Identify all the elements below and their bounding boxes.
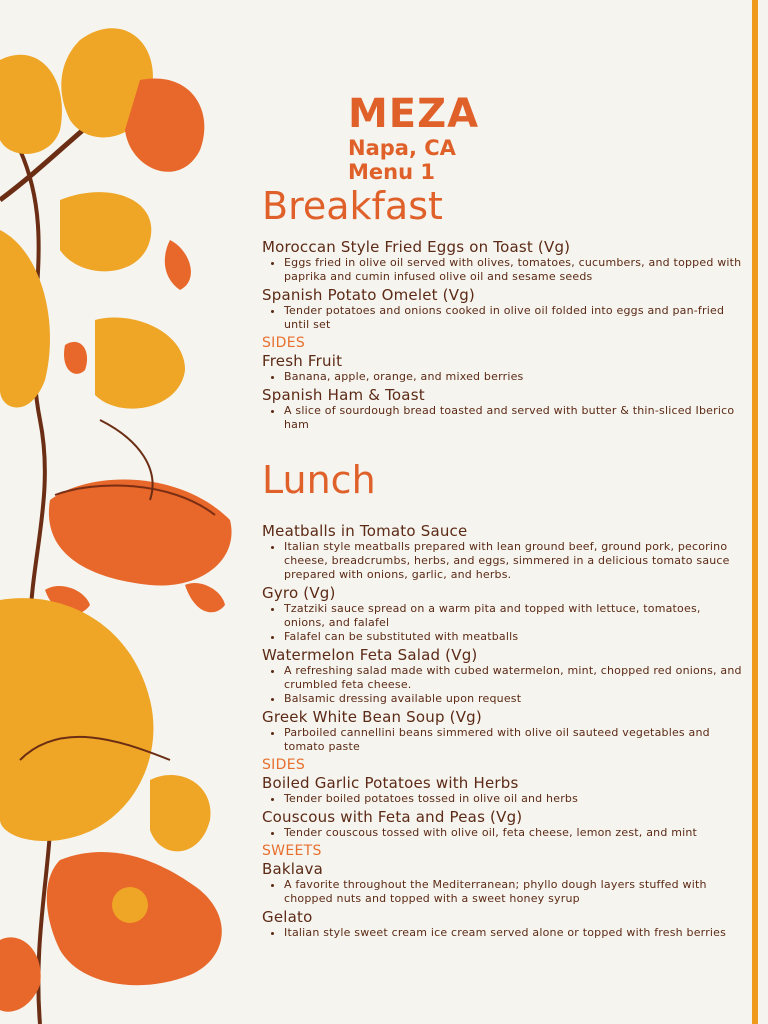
flower-petal [60, 192, 151, 271]
brand-name: MEZA [348, 91, 480, 137]
menu-number: Menu 1 [348, 160, 435, 184]
breakfast-section [262, 186, 742, 434]
item-detail: • A refreshing salad made with cubed watermelon, mint, chopped red onions, and crumbled feta cheese. [284, 664, 742, 692]
category-label-sweets: SWEETS [262, 843, 322, 859]
item-details [262, 256, 742, 284]
item-details [262, 602, 742, 644]
item-details [262, 826, 742, 840]
leaf [0, 598, 153, 841]
item-detail: • Eggs fried in olive oil served with olives, tomatoes, cucumbers, and topped with paprika and cumin infused olive oil and sesame seeds [284, 256, 742, 284]
item-detail: • Italian style sweet cream ice cream served alone or topped with fresh berries [284, 926, 742, 940]
item-details [262, 878, 742, 906]
flower-petal [185, 583, 225, 612]
item-detail: • A favorite throughout the Mediterranean; phyllo dough layers stuffed with chopped nuts and topped with a sweet honey syrup [284, 878, 742, 906]
item-details [262, 404, 742, 432]
item-details [262, 792, 742, 806]
floral-illustration [0, 0, 250, 1024]
section-title-breakfast: Breakfast [262, 184, 443, 228]
menu-item-name: Spanish Ham & Toast [262, 386, 425, 404]
menu-item-name: Spanish Potato Omelet (Vg) [262, 286, 475, 304]
item-details [262, 304, 742, 332]
item-detail: • A slice of sourdough bread toasted and served with butter & thin-sliced Iberico ham [284, 404, 742, 432]
item-detail: • Balsamic dressing available upon request [284, 692, 742, 706]
item-details [262, 540, 742, 582]
item-detail: • Banana, apple, orange, and mixed berries [284, 370, 742, 384]
item-detail: • Parboiled cannellini beans simmered with olive oil sauteed vegetables and tomato paste [284, 726, 742, 754]
menu-item-name: Gelato [262, 908, 313, 926]
leaf [165, 240, 191, 290]
item-detail: • Italian style meatballs prepared with lean ground beef, ground pork, pecorino cheese, breadcrumbs, herbs, and eggs, simmered in a delicious tomato sauce prepared with onions, garlic, and herbs. [284, 540, 742, 582]
flower-petal [49, 480, 232, 586]
menu-item-name: Meatballs in Tomato Sauce [262, 522, 468, 540]
flower-petal [125, 78, 204, 171]
menu-item-name: Baklava [262, 860, 323, 878]
flower-petal [150, 775, 210, 851]
location: Napa, CA [348, 136, 456, 160]
flower-center [112, 887, 148, 923]
menu-item-name: Fresh Fruit [262, 352, 343, 370]
menu-item-name: Moroccan Style Fried Eggs on Toast (Vg) [262, 238, 571, 256]
menu-item-name: Watermelon Feta Salad (Vg) [262, 646, 478, 664]
item-details [262, 370, 742, 384]
item-details [262, 726, 742, 754]
menu-item-name: Greek White Bean Soup (Vg) [262, 708, 482, 726]
section-title-lunch: Lunch [262, 458, 376, 502]
menu-item-name: Couscous with Feta and Peas (Vg) [262, 808, 523, 826]
flower-petal [64, 342, 87, 374]
leaf [0, 230, 50, 408]
flower-petal [0, 937, 41, 1011]
item-details [262, 664, 742, 706]
item-detail: • Tender couscous tossed with olive oil, feta cheese, lemon zest, and mint [284, 826, 742, 840]
flower-petal [0, 55, 62, 154]
category-label-sides: SIDES [262, 335, 306, 351]
flower-petal [95, 317, 185, 408]
menu-header [348, 92, 479, 184]
item-detail: • Tender boiled potatoes tossed in olive oil and herbs [284, 792, 742, 806]
item-details [262, 926, 742, 940]
item-detail: • Tzatziki sauce spread on a warm pita and topped with lettuce, tomatoes, onions, and falafel [284, 602, 742, 630]
item-detail: • Falafel can be substituted with meatballs [284, 630, 742, 644]
right-accent-bar [752, 0, 758, 1024]
menu-item-name: Boiled Garlic Potatoes with Herbs [262, 774, 519, 792]
category-label-sides: SIDES [262, 757, 306, 773]
item-detail: • Tender potatoes and onions cooked in olive oil folded into eggs and pan-fried until set [284, 304, 742, 332]
menu-item-name: Gyro (Vg) [262, 584, 336, 602]
lunch-section [262, 460, 742, 942]
